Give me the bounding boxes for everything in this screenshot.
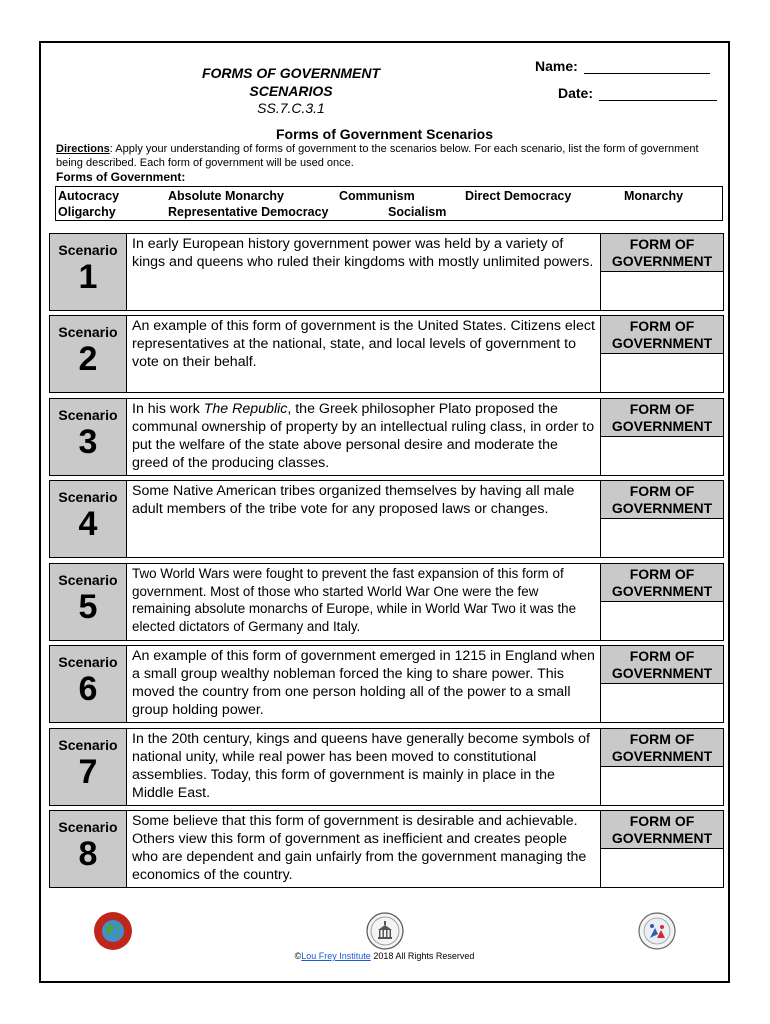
scenario-cell: Scenario 2 [49,315,127,393]
scenario-row-4 [49,480,724,558]
answer-header: FORM OF GOVERNMENT [601,316,723,354]
scenario-row-7 [49,728,724,806]
answer-box[interactable] [600,480,724,558]
form-term: Communism [339,189,415,203]
scenario-cell: Scenario 6 [49,645,127,723]
scenario-text: Some Native American tribes organized themselves by having all male adult members of the tribe vote for any proposed laws or changes. [127,480,600,558]
date-field[interactable]: Date: [558,85,717,101]
scenario-text: An example of this form of government emerged in 1215 in England when a small group wealthy nobleman forced the king to share power. This moved the country from one person holding all of the power to a small group holding power. [127,645,600,723]
form-term: Representative Democracy [168,205,329,219]
scenario-number: 5 [78,588,98,626]
date-line[interactable] [599,86,717,101]
answer-box[interactable] [600,233,724,311]
directions [56,142,716,170]
answer-header: FORM OF GOVERNMENT [601,729,723,767]
scenario-text: In the 20th century, kings and queens have generally become symbols of national unity, while real power has been moved to constitutional assemblies. Today, this form of government is mainly in place in the Middle East. [127,728,600,806]
answer-header: FORM OF GOVERNMENT [601,646,723,684]
scenario-row-2 [49,315,724,393]
section-title: Forms of Government Scenarios [275,126,494,142]
answer-box[interactable] [600,645,724,723]
form-term: Monarchy [624,189,684,203]
book-title: The Republic [203,401,288,417]
name-field[interactable]: Name: [535,58,710,74]
worksheet-title: FORMS OF GOVERNMENT SCENARIOS [201,65,381,99]
answer-header: FORM OF GOVERNMENT [601,481,723,519]
answer-header: FORM OF GOVERNMENT [601,564,723,602]
scenario-cell: Scenario 3 [49,398,127,476]
directions-text: : Apply your understanding of forms of government to the scenarios below. For each scenario, list the form of government being described. Each form of government will be used once. [56,143,699,169]
name-line[interactable] [584,59,710,74]
answer-box[interactable] [600,810,724,888]
answer-box[interactable] [600,315,724,393]
scenario-row-5 [49,563,724,641]
scenario-number: 6 [78,670,98,708]
answer-header: FORM OF GOVERNMENT [601,811,723,849]
forms-label: Forms of Government: [56,170,186,184]
form-term: Autocracy [58,189,120,203]
directions-label: Directions [56,143,110,155]
footer-copyright: ©Lou Frey Institute 2018 All Rights Reserved [294,951,475,961]
civics-logo [638,912,676,950]
answer-header: FORM OF GOVERNMENT [601,399,723,437]
institute-link[interactable]: Lou Frey Institute [301,951,371,961]
scenario-number: 3 [78,423,98,461]
scenario-number: 1 [78,258,98,296]
scenario-text: An example of this form of government is the United States. Citizens elect representatives at the national, state, and local levels of government to vote on their behalf. [127,315,600,393]
scenario-number: 8 [78,835,98,873]
answer-box[interactable] [600,728,724,806]
scenario-text: Two World Wars were fought to prevent the fast expansion of this form of government. Most of those who started World War One were the few remaining absolute monarchs of Europe, while in World War Two it was the elected dictators of Germany and Italy. [127,563,600,641]
form-term: Socialism [388,205,447,219]
scenario-cell: Scenario 5 [49,563,127,641]
scenario-row-3 [49,398,724,476]
scenario-cell: Scenario 7 [49,728,127,806]
scenario-row-8 [49,810,724,888]
scenario-cell: Scenario 8 [49,810,127,888]
answer-box[interactable] [600,398,724,476]
form-term: Direct Democracy [465,189,572,203]
scenario-text: In his work The Republic, the Greek philosopher Plato proposed the communal ownership of property by an intellectual ruling class, in order to put the welfare of the state above personal desire and moderate the greed of the producing classes. [127,398,600,476]
scenario-text: Some believe that this form of government is desirable and achievable. Others view this form of government as inefficient and creates people who are dependent and gain unfairly from the government managing the economics of the country. [127,810,600,888]
scenario-row-6 [49,645,724,723]
form-term: Oligarchy [58,205,116,219]
scenario-row-1 [49,233,724,311]
worksheet-page [39,41,730,983]
answer-header: FORM OF GOVERNMENT [601,234,723,272]
answer-box[interactable] [600,563,724,641]
scenario-number: 2 [78,340,98,378]
scenario-cell: Scenario 4 [49,480,127,558]
capitol-seal-logo [366,912,404,950]
scenario-number: 4 [78,505,98,543]
scenario-cell: Scenario 1 [49,233,127,311]
scenario-number: 7 [78,753,98,791]
globe-logo [93,911,133,951]
forms-word-bank [55,186,723,221]
standard-code: SS.7.C.3.1 [257,100,325,116]
form-term: Absolute Monarchy [168,189,284,203]
scenario-text: In early European history government power was held by a variety of kings and queens who ruled their kingdoms with mostly unlimited powers. [127,233,600,311]
